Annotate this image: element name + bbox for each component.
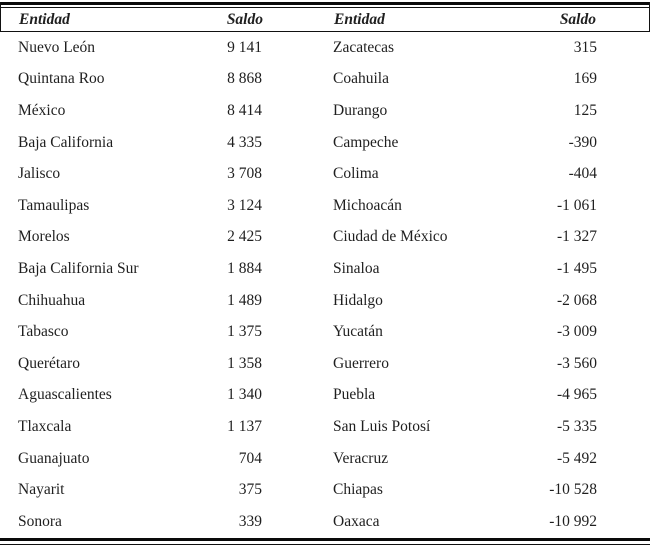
saldo-cell: -2 068 xyxy=(556,291,597,309)
column-header-saldo-left: Saldo xyxy=(226,10,263,28)
entity-cell: Yucatán xyxy=(333,323,383,341)
table-row xyxy=(0,95,650,127)
entity-cell: México xyxy=(18,101,66,119)
saldo-cell: 8 868 xyxy=(227,70,262,88)
saldo-cell: 1 375 xyxy=(227,323,262,341)
table-row xyxy=(0,506,650,538)
saldo-cell: -1 061 xyxy=(556,196,597,214)
entity-cell: Hidalgo xyxy=(333,291,383,309)
table-row xyxy=(0,316,650,348)
entity-cell: Campeche xyxy=(333,133,399,151)
entity-cell: Jalisco xyxy=(18,165,61,183)
table-footer-band xyxy=(0,538,650,545)
table-row xyxy=(0,158,650,190)
saldo-cell: 1 340 xyxy=(227,386,262,404)
saldo-cell: 125 xyxy=(573,101,597,119)
saldo-cell: -1 495 xyxy=(556,259,597,277)
table-body xyxy=(0,32,650,538)
saldo-cell: -10 992 xyxy=(549,512,597,530)
entity-cell: Aguascalientes xyxy=(18,386,112,404)
table-row xyxy=(0,32,650,64)
entity-cell: Quintana Roo xyxy=(18,70,105,88)
saldo-cell: 1 489 xyxy=(227,291,262,309)
saldo-cell: 8 414 xyxy=(227,101,262,119)
saldo-cell: -390 xyxy=(568,133,597,151)
bottom-thick-rule xyxy=(0,538,650,541)
entity-cell: Sinaloa xyxy=(333,259,380,277)
saldo-cell: 315 xyxy=(573,38,597,56)
entity-cell: Querétaro xyxy=(18,354,80,372)
saldo-cell: -3 560 xyxy=(556,354,597,372)
entity-cell: Durango xyxy=(333,101,388,119)
saldo-cell: 4 335 xyxy=(227,133,262,151)
saldo-cell: -5 335 xyxy=(556,417,597,435)
entity-cell: Puebla xyxy=(333,386,376,404)
top-thick-rule xyxy=(1,2,649,5)
saldo-cell: 169 xyxy=(573,70,597,88)
entity-cell: Chihuahua xyxy=(18,291,86,309)
entity-cell: Nayarit xyxy=(18,481,65,499)
table-row xyxy=(0,411,650,443)
saldo-cell: 3 708 xyxy=(227,165,262,183)
entity-cell: Colima xyxy=(333,165,379,183)
entity-cell: Sonora xyxy=(18,512,62,530)
table-row xyxy=(0,380,650,412)
saldo-cell: 2 425 xyxy=(227,228,262,246)
entity-cell: Coahuila xyxy=(333,70,389,88)
saldo-cell: 339 xyxy=(238,512,262,530)
saldo-cell: -10 528 xyxy=(549,481,597,499)
entity-cell: Baja California Sur xyxy=(18,259,139,277)
entity-cell: San Luis Potosí xyxy=(333,417,431,435)
table-row xyxy=(0,474,650,506)
saldo-cell: -4 965 xyxy=(556,386,597,404)
entity-cell: Guanajuato xyxy=(18,449,90,467)
entity-cell: Tamaulipas xyxy=(18,196,90,214)
saldo-cell: -404 xyxy=(568,165,597,183)
entity-cell: Veracruz xyxy=(333,449,389,467)
table-row xyxy=(0,222,650,254)
entity-cell: Chiapas xyxy=(333,481,383,499)
column-header-entidad-right: Entidad xyxy=(334,10,385,28)
entity-cell: Ciudad de México xyxy=(333,228,448,246)
saldo-cell: 1 884 xyxy=(227,259,262,277)
table-row xyxy=(0,64,650,96)
saldo-cell: 3 124 xyxy=(227,196,262,214)
entity-cell: Nuevo León xyxy=(18,38,96,56)
saldo-cell: -3 009 xyxy=(556,323,597,341)
table-row xyxy=(0,253,650,285)
column-header-entidad-left: Entidad xyxy=(19,10,70,28)
column-header-saldo-right: Saldo xyxy=(559,10,596,28)
table-row xyxy=(0,348,650,380)
table-header-band xyxy=(0,2,650,32)
saldo-cell: -1 327 xyxy=(556,228,597,246)
entity-cell: Baja California xyxy=(18,133,114,151)
entity-cell: Tlaxcala xyxy=(18,417,72,435)
saldo-cell: -5 492 xyxy=(556,449,597,467)
entity-cell: Tabasco xyxy=(18,323,69,341)
table-row xyxy=(0,190,650,222)
saldo-cell: 1 358 xyxy=(227,354,262,372)
saldo-cell: 704 xyxy=(238,449,262,467)
entity-cell: Guerrero xyxy=(333,354,389,372)
entity-cell: Michoacán xyxy=(333,196,402,214)
bottom-thin-rule xyxy=(0,544,650,545)
saldo-cell: 9 141 xyxy=(227,38,262,56)
saldo-cell: 1 137 xyxy=(227,417,262,435)
table-row xyxy=(0,443,650,475)
table-row xyxy=(0,285,650,317)
entity-cell: Oaxaca xyxy=(333,512,380,530)
entity-cell: Morelos xyxy=(18,228,70,246)
saldo-cell: 375 xyxy=(238,481,262,499)
entity-cell: Zacatecas xyxy=(333,38,395,56)
table-header-row xyxy=(1,8,649,31)
table-row xyxy=(0,127,650,159)
